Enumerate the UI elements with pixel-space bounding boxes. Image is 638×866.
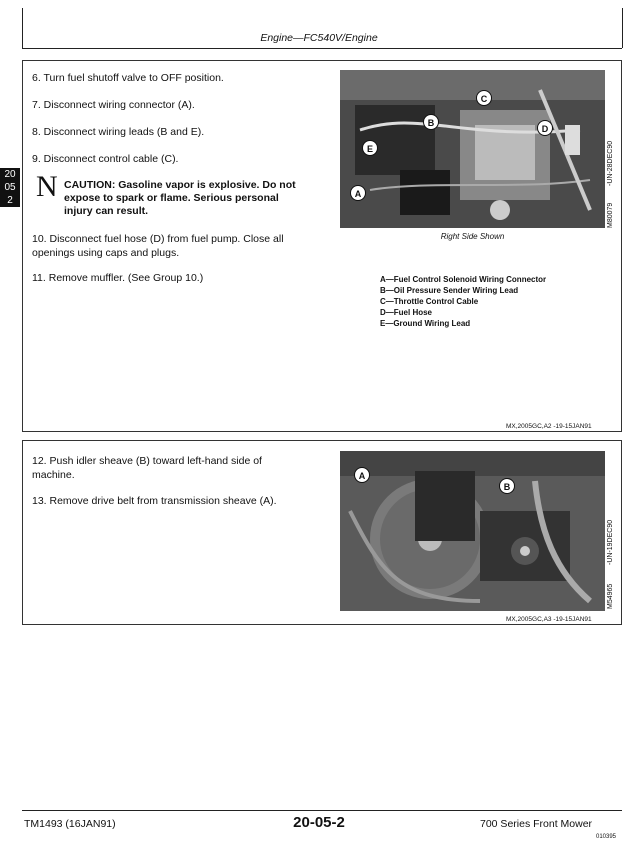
caution-line: expose to spark or flame. Serious personal xyxy=(64,192,279,204)
callout-d: D xyxy=(537,120,553,136)
footer-manual-id: TM1493 (16JAN91) xyxy=(24,818,116,830)
page-number: 20-05-2 xyxy=(293,814,345,831)
section-side-tab xyxy=(0,168,20,207)
step-13: 13. Remove drive belt from transmission sheave (A). xyxy=(32,495,277,507)
callout-a-2: A xyxy=(354,467,370,483)
step-8: 8. Disconnect wiring leads (B and E). xyxy=(32,126,205,138)
legend-item: A—Fuel Control Solenoid Wiring Connector xyxy=(380,275,547,284)
image-code: M80079 xyxy=(607,202,614,228)
step-10-line: openings using caps and plugs. xyxy=(32,247,180,259)
step-11: 11. Remove muffler. (See Group 10.) xyxy=(32,272,204,284)
page-header-title: Engine—FC540V/Engine xyxy=(260,32,378,44)
step-6: 6. Turn fuel shutoff valve to OFF position. xyxy=(32,72,224,84)
callout-c: C xyxy=(476,90,492,106)
step-9: 9. Disconnect control cable (C). xyxy=(32,153,179,165)
drive-belt-photo-art xyxy=(340,451,605,611)
header-rule xyxy=(22,48,622,49)
image-id-2: -UN-19DEC90 xyxy=(607,519,614,565)
caution-symbol: N xyxy=(36,170,58,203)
step-10 xyxy=(32,232,284,260)
side-tab-line: 20 xyxy=(4,169,16,180)
photo-caption: Right Side Shown xyxy=(440,232,505,241)
engine-right-side-photo xyxy=(340,70,605,228)
panel-1-reference: MX,2005GC,A2 -19-15JAN91 xyxy=(506,423,592,430)
legend-item: E—Ground Wiring Lead xyxy=(380,319,471,328)
engine-photo-art xyxy=(340,70,605,228)
caution-message xyxy=(64,179,296,218)
image-code-2: M54965 xyxy=(607,583,614,609)
step-12-line: 12. Push idler sheave (B) toward left-hand side of xyxy=(32,455,262,467)
callout-a: A xyxy=(350,185,366,201)
step-7: 7. Disconnect wiring connector (A). xyxy=(32,99,195,111)
caution-line: injury can result. xyxy=(64,205,149,217)
callout-e: E xyxy=(362,140,378,156)
step-12-line: machine. xyxy=(32,469,75,481)
photo-legend xyxy=(380,274,546,329)
footer-code: 010395 xyxy=(596,834,617,840)
callout-b: B xyxy=(423,114,439,130)
panel-2-reference: MX,2005GC,A3 -19-15JAN91 xyxy=(506,616,592,623)
footer-rule xyxy=(22,810,622,811)
step-10-line: 10. Disconnect fuel hose (D) from fuel pump. Close all xyxy=(32,233,284,245)
side-tab-line: 05 xyxy=(4,182,16,193)
caution-line: CAUTION: Gasoline vapor is explosive. Do not xyxy=(64,179,296,191)
footer-product: 700 Series Front Mower xyxy=(480,818,593,830)
side-tab-line: 2 xyxy=(7,195,13,206)
legend-item: B—Oil Pressure Sender Wiring Lead xyxy=(380,286,519,295)
image-id: -UN-28DEC90 xyxy=(607,140,614,186)
step-12 xyxy=(32,454,262,482)
legend-item: D—Fuel Hose xyxy=(380,308,433,317)
callout-b-2: B xyxy=(499,478,515,494)
drive-belt-photo xyxy=(340,451,605,611)
legend-item: C—Throttle Control Cable xyxy=(380,297,479,306)
